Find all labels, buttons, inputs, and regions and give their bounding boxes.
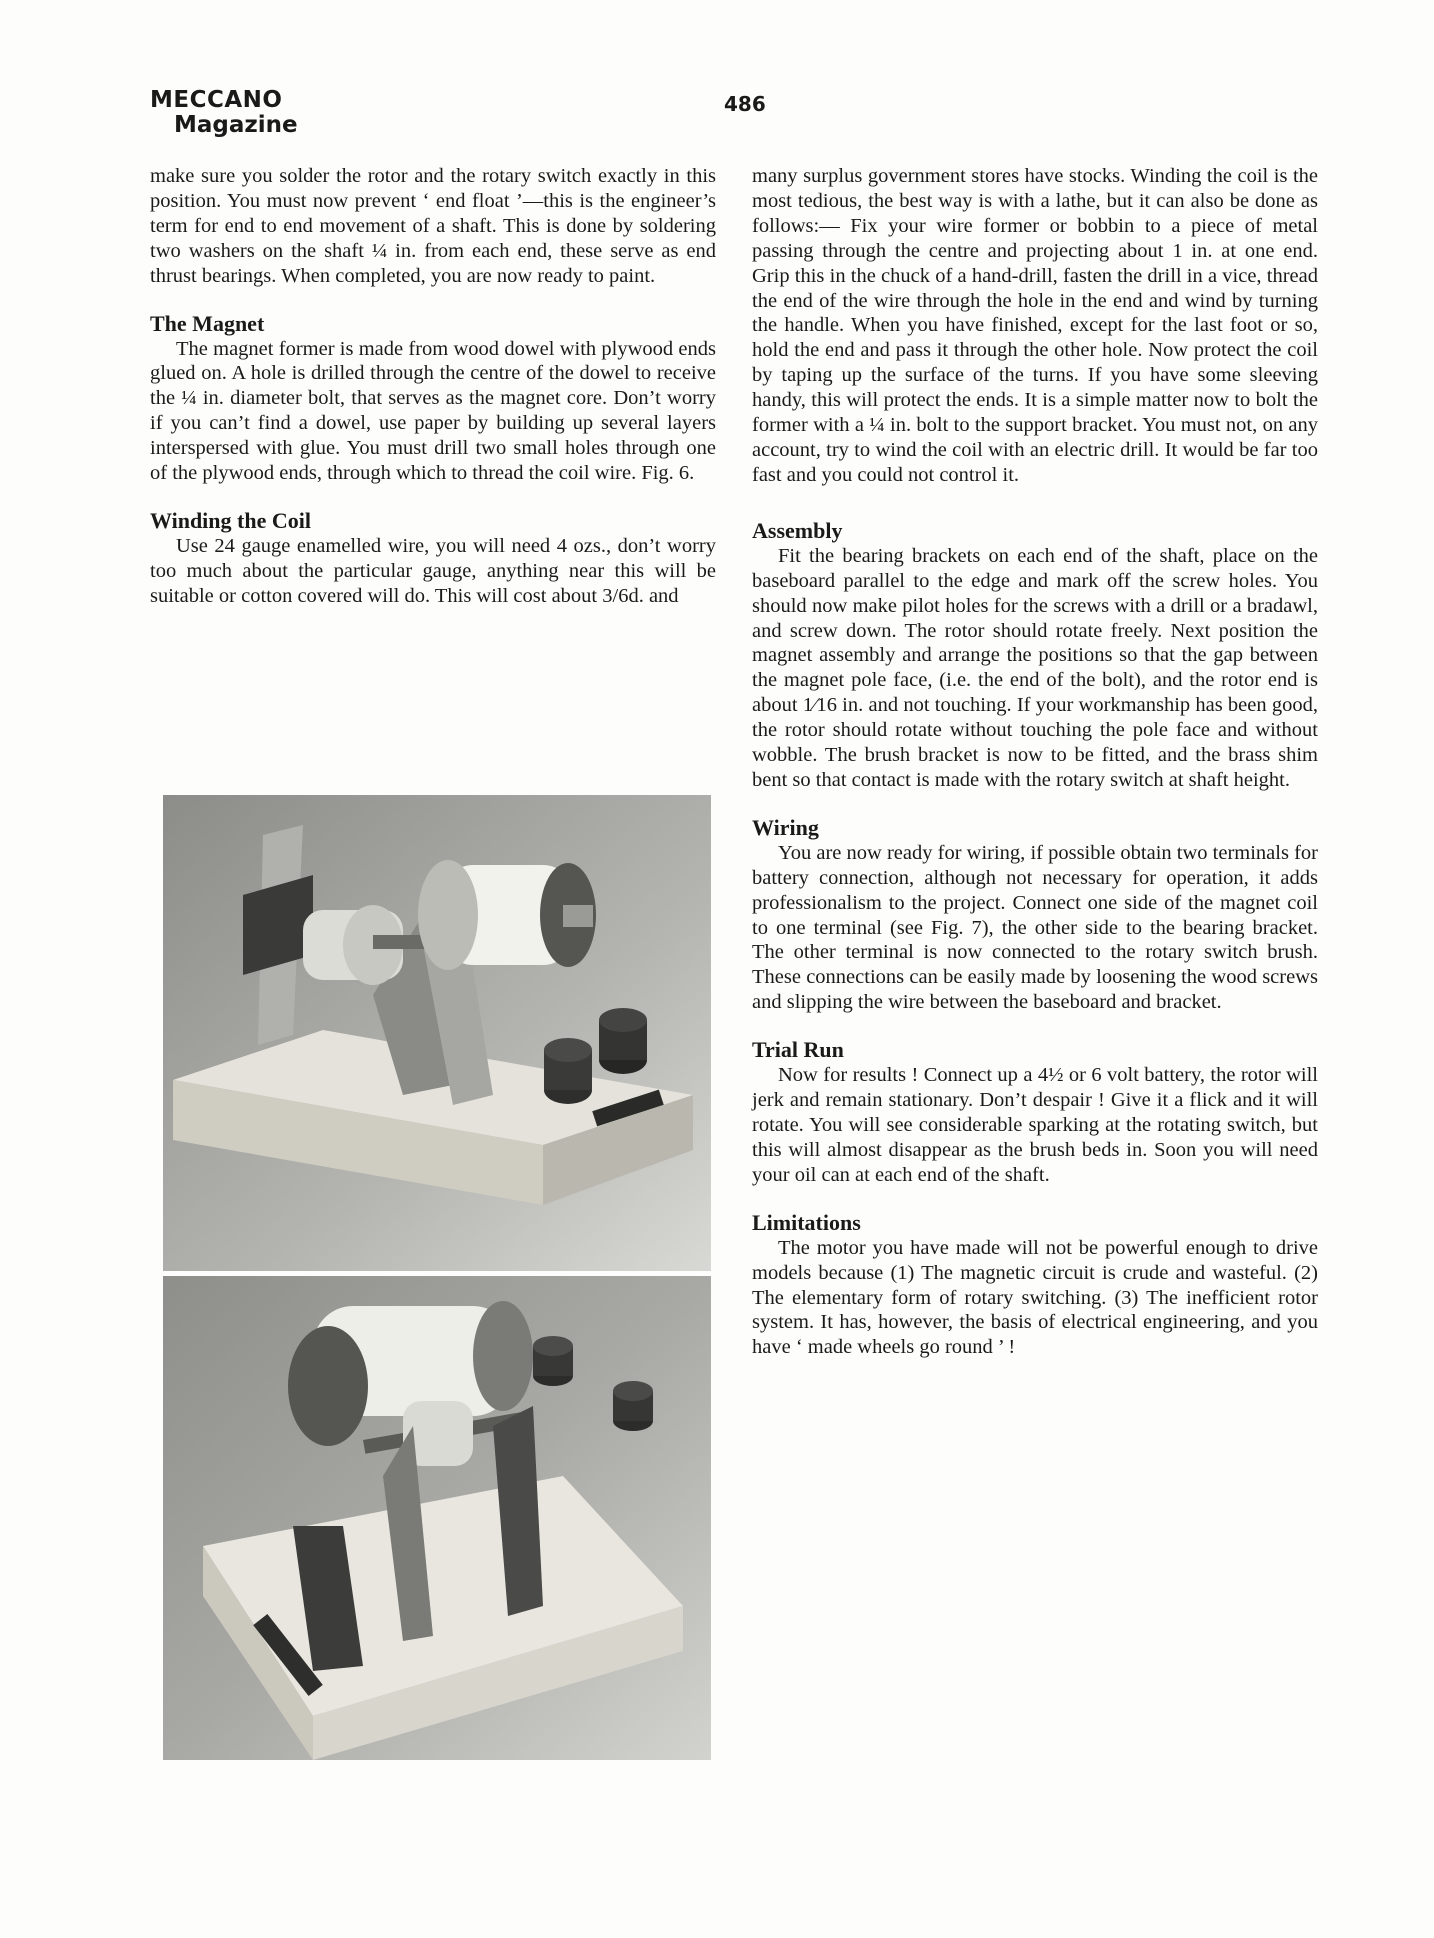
paragraph-limitations: The motor you have made will not be powerful enough to drive models because (1) The magnetic circuit is crude and wasteful. (2) The elementary form of rotary switching. (3) The inefficient rotor system. It has, however, the basis of electrical engineering, and you have ‘ made wheels go round ’ ! bbox=[752, 1236, 1318, 1359]
paragraph-winding: Use 24 gauge enamelled wire, you will need 4 ozs., don’t worry too much about the particular gauge, anything near this will be suitable or cotton covered will do. This will cost about 3/6d. and bbox=[150, 534, 716, 607]
heading-winding-the-coil: Winding the Coil bbox=[150, 507, 311, 533]
motor-photo-illustration-1 bbox=[163, 795, 711, 1271]
paragraph-intro: make sure you solder the rotor and the rotary switch exactly in this position. You must now prevent ‘ end float ’—this is the engineer’s term for end to end movement of a shaft. This is done by soldering two washers on the shaft ¼ in. from each end, these serve as end thrust bearings. When completed, you are now ready to paint. bbox=[150, 165, 716, 287]
heading-the-magnet: The Magnet bbox=[150, 310, 265, 336]
motor-photo-illustration-2 bbox=[163, 1276, 711, 1760]
photo-motor-rear-view bbox=[163, 1276, 711, 1760]
paragraph-trial-run: Now for results ! Connect up a 4½ or 6 volt battery, the rotor will jerk and remain stationary. Don’t despair ! Give it a flick and it will rotate. You will see considerable sparking at the rotating switch, but this will almost disappear as the brush beds in. Soon you will need your oil can at each end of the shaft. bbox=[752, 1064, 1318, 1186]
heading-wiring: Wiring bbox=[752, 814, 819, 840]
paragraph-continued: many surplus government stores have stocks. Winding the coil is the most tedious, the best way is with a lathe, but it can also be done as follows:— Fix your wire former or bobbin to a piece of metal passing through the centre and projecting about 1 in. at one end. Grip this in the chuck of a hand-drill, fasten the drill in a vice, thread the end of the wire through the hole in the end and wind by turning the handle. When you have finished, except for the last foot or so, hold the end and pass it through the other hole. Now protect the coil by taping up the surface of the turns. If you have some sleeving handy, this will protect the ends. It is a simple matter now to bolt the former with a ¼ in. bolt to the support bracket. You must not, on any account, try to wind the coil with an electric drill. It would be far too fast and you could not control it. bbox=[752, 165, 1318, 486]
heading-trial-run: Trial Run bbox=[752, 1037, 844, 1063]
page-number: 486 bbox=[724, 92, 766, 116]
masthead-subtitle: Magazine bbox=[174, 112, 298, 139]
magazine-masthead bbox=[150, 88, 298, 139]
left-column bbox=[150, 164, 716, 609]
heading-assembly: Assembly bbox=[752, 517, 843, 543]
paragraph-wiring: You are now ready for wiring, if possible obtain two terminals for battery connection, although not necessary for operation, it adds professionalism to the project. Connect one side of the magnet coil to one terminal (see Fig. 7), the other side to the bearing bracket. The other terminal is now connected to the rotary switch brush. These connections can be easily made by loosening the wood screws and slipping the wire between the baseboard and bracket. bbox=[752, 841, 1318, 1014]
masthead-title: MECCANO bbox=[150, 87, 283, 113]
heading-limitations: Limitations bbox=[752, 1209, 861, 1235]
right-column bbox=[752, 164, 1318, 1360]
paragraph-magnet: The magnet former is made from wood dowel with plywood ends glued on. A hole is drilled through the centre of the dowel to receive the ¼ in. diameter bolt, that serves as the magnet core. Don’t worry if you can’t find a dowel, use paper by building up several layers interspersed with glue. You must drill two small holes through one of the plywood ends, through which to thread the coil wire. Fig. 6. bbox=[150, 337, 716, 485]
photo-motor-front-view bbox=[163, 795, 711, 1271]
paragraph-assembly: Fit the bearing brackets on each end of the shaft, place on the baseboard parallel to the edge and mark off the screw holes. You should now make pilot holes for the screws with a drill or a bradawl, and screw down. The rotor should rotate freely. Next position the magnet assembly and arrange the positions so that the gap between the magnet pole face, (i.e. the end of the bolt), and the rotor end is about 1⁄16 in. and not touching. If your workmanship has been good, the rotor should rotate without touching the pole face and without wobble. The brush bracket is now to be fitted, and the brass shim bent so that contact is made with the rotary switch at shaft height. bbox=[752, 544, 1318, 791]
